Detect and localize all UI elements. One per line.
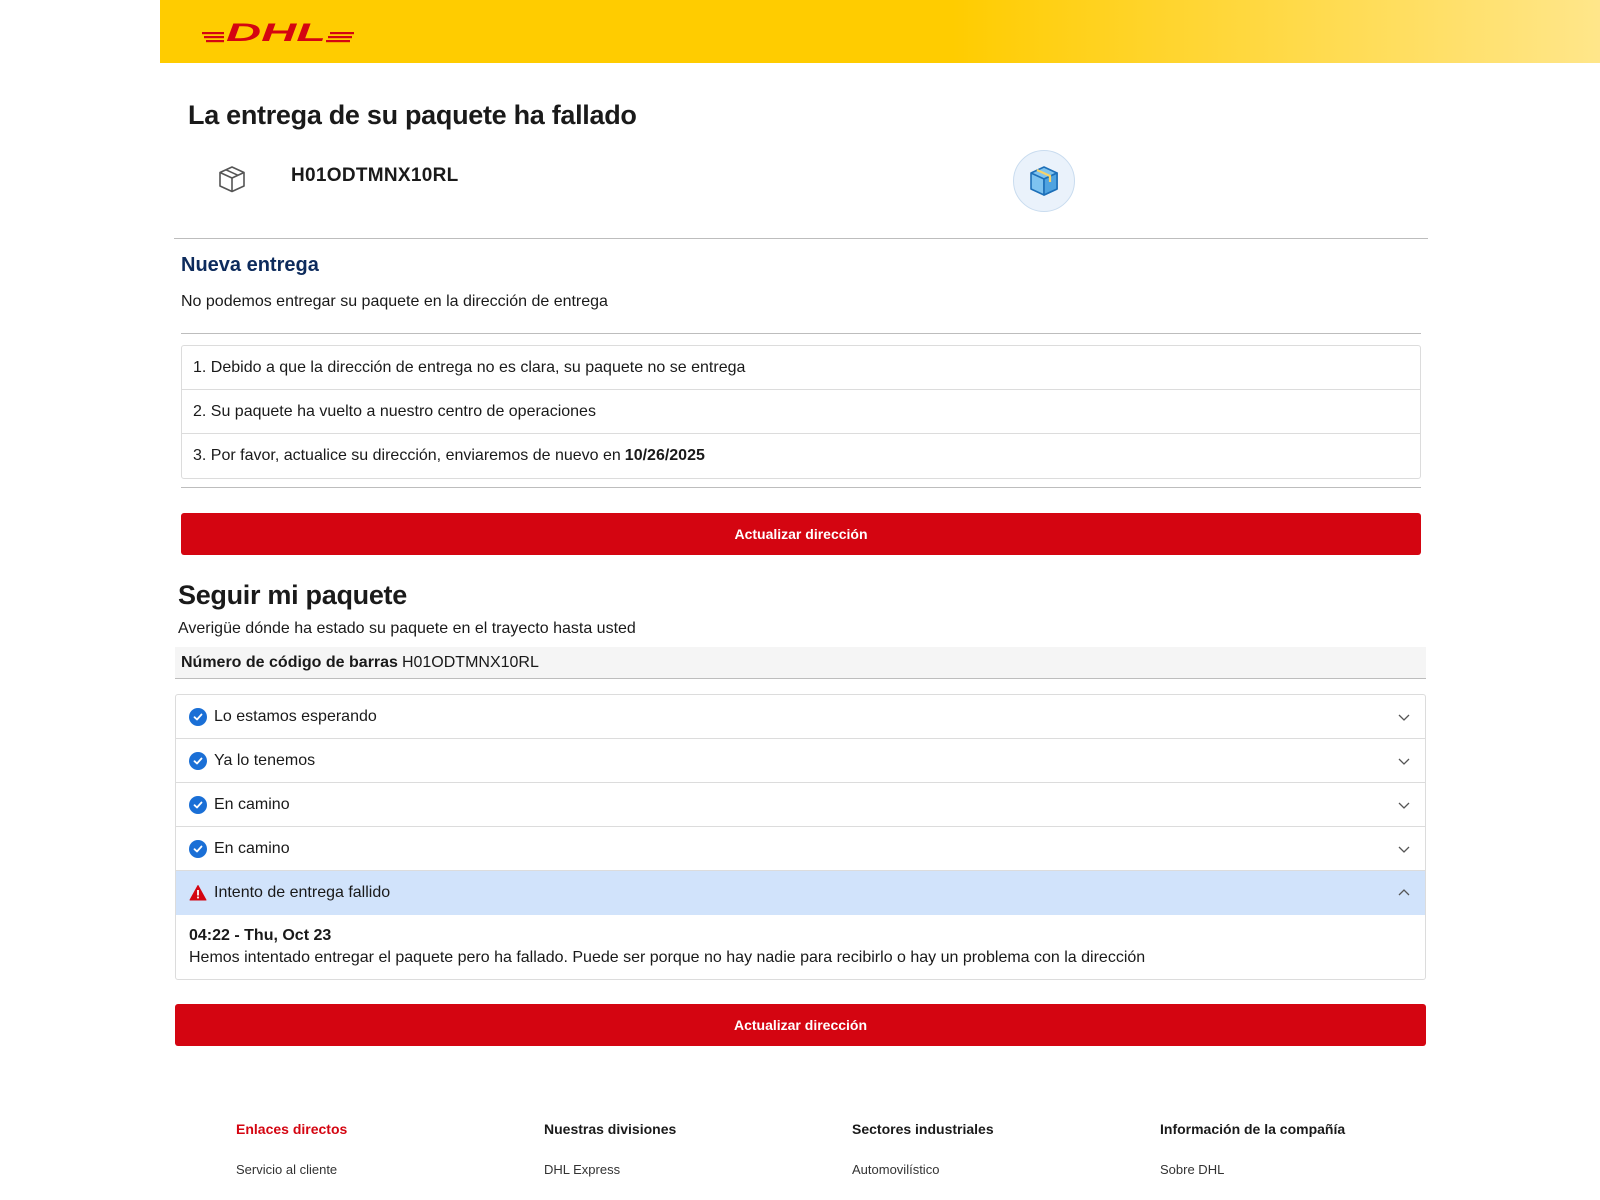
tracking-event-label: Intento de entrega fallido xyxy=(214,884,391,901)
divider xyxy=(174,238,1428,239)
footer-link[interactable]: Automovilístico xyxy=(852,1162,940,1177)
footer-link[interactable]: DHL Express xyxy=(544,1162,621,1177)
check-circle-icon xyxy=(189,708,207,726)
tracking-event-active[interactable] xyxy=(176,871,1425,915)
footer-column xyxy=(236,1121,348,1177)
tracking-heading: Seguir mi paquete xyxy=(178,580,407,610)
footer-column xyxy=(852,1121,994,1177)
event-description: Hemos intentado entregar el paquete pero ha fallado. Puede ser porque no hay nadie para recibirlo o hay un problema con la dirección xyxy=(189,949,1146,966)
footer-heading[interactable]: Sectores industriales xyxy=(852,1121,994,1137)
check-circle-icon xyxy=(189,752,207,770)
package-icon xyxy=(1027,164,1061,198)
chevron-down-icon xyxy=(1397,710,1411,724)
footer-heading[interactable]: Información de la compañía xyxy=(1160,1121,1346,1137)
tracking-event-label: Lo estamos esperando xyxy=(214,707,377,725)
redelivery-date: 10/26/2025 xyxy=(624,447,705,464)
tracking-event-label: En camino xyxy=(214,795,290,813)
dhl-logo[interactable] xyxy=(202,19,354,45)
svg-text:DHL: DHL xyxy=(226,19,326,45)
barcode-value: H01ODTMNX10RL xyxy=(401,653,539,671)
tracking-event[interactable] xyxy=(176,739,1425,783)
update-address-button[interactable]: Actualizar dirección xyxy=(181,513,1421,555)
chevron-up-icon xyxy=(1397,886,1411,900)
tracking-event-detail xyxy=(176,915,1425,979)
chevron-down-icon xyxy=(1397,842,1411,856)
tracking-event[interactable] xyxy=(176,695,1425,739)
chevron-down-icon xyxy=(1397,798,1411,812)
divider xyxy=(181,333,1421,334)
footer-column xyxy=(1160,1121,1346,1177)
footer-column xyxy=(544,1121,677,1177)
site-header xyxy=(160,0,1600,63)
new-delivery-heading: Nueva entrega xyxy=(181,254,319,276)
package-status-badge xyxy=(1013,150,1075,212)
divider xyxy=(181,487,1421,488)
event-timestamp: 04:22 - Thu, Oct 23 xyxy=(189,927,332,944)
new-delivery-description: No podemos entregar su paquete en la dirección de entrega xyxy=(181,293,608,310)
footer-link[interactable]: Sobre DHL xyxy=(1160,1162,1225,1177)
tracking-event-label: Ya lo tenemos xyxy=(214,751,316,769)
step-item xyxy=(182,346,1420,390)
update-address-button-bottom[interactable]: Actualizar dirección xyxy=(175,1004,1426,1046)
tracking-event[interactable] xyxy=(176,783,1425,827)
step-text: 2. Su paquete ha vuelto a nuestro centro de operaciones xyxy=(193,402,596,420)
step-text: 3. Por favor, actualice su dirección, enviaremos de nuevo en xyxy=(193,447,621,464)
delivery-steps-list xyxy=(181,345,1421,479)
footer-heading[interactable]: Enlaces directos xyxy=(236,1121,348,1137)
check-circle-icon xyxy=(189,796,207,814)
check-circle-icon xyxy=(189,840,207,858)
step-text: 1. Debido a que la dirección de entrega no es clara, su paquete no se entrega xyxy=(193,358,746,376)
chevron-down-icon xyxy=(1397,754,1411,768)
tracking-events-accordion xyxy=(175,694,1426,980)
page-title: La entrega de su paquete ha fallado xyxy=(188,100,637,130)
footer-heading[interactable]: Nuestras divisiones xyxy=(544,1121,677,1137)
footer-link[interactable]: Servicio al cliente xyxy=(236,1162,338,1177)
barcode-label: Número de código de barras xyxy=(181,653,398,671)
tracking-number: H01ODTMNX10RL xyxy=(291,165,459,186)
step-item xyxy=(182,434,1420,478)
box-icon xyxy=(217,164,247,194)
tracking-description: Averigüe dónde ha estado su paquete en el trayecto hasta usted xyxy=(178,620,636,637)
tracking-event[interactable] xyxy=(176,827,1425,871)
warning-icon xyxy=(189,884,207,902)
step-item xyxy=(182,390,1420,434)
tracking-event-label: En camino xyxy=(214,839,290,857)
barcode-row xyxy=(175,647,1426,679)
